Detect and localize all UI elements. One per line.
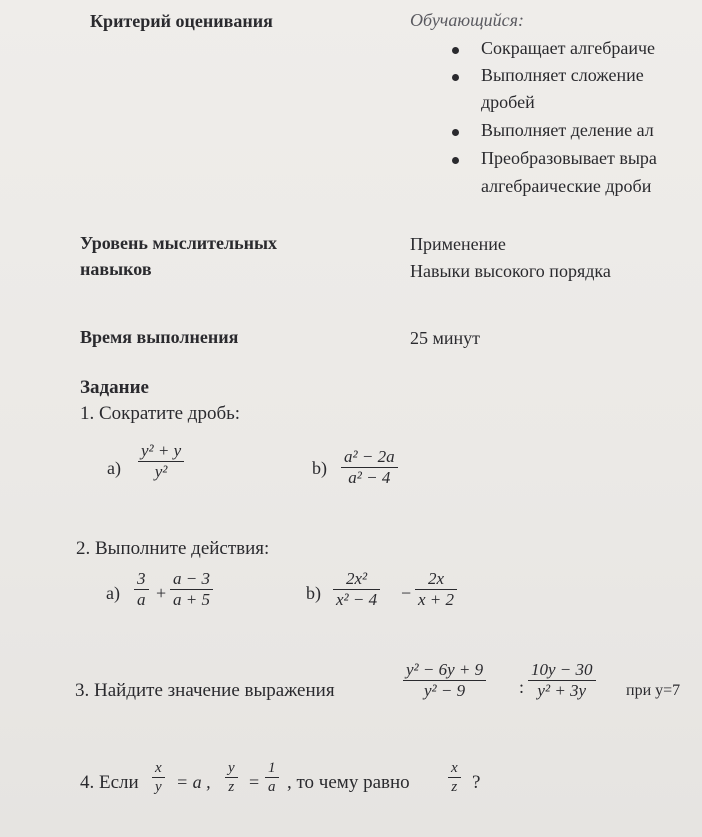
- bullet-icon: [452, 157, 459, 164]
- q2-b-f2-denominator: x + 2: [418, 590, 455, 609]
- question-3-text: 3. Найдите значение выражения: [75, 680, 335, 701]
- q4-f1-denominator: y: [155, 779, 162, 795]
- q3-fraction-1: [403, 660, 486, 701]
- q4-fraction-1: [152, 759, 165, 796]
- q1-a-label: a): [107, 458, 121, 478]
- q4-fraction-2: [225, 759, 238, 796]
- q2-a-f1-numerator: 3: [137, 569, 146, 588]
- q4-eq1: = a ,: [176, 772, 211, 792]
- q1-a-numerator: y² + y: [141, 441, 182, 460]
- criteria-bullet-4-cont: алгебраические дроби: [481, 176, 652, 196]
- learner-label: Обучающийся:: [410, 10, 525, 30]
- q3-tail: при y=7: [626, 682, 681, 699]
- q2-a-f2-denominator: a + 5: [173, 590, 210, 609]
- q4-f2-numerator: y: [228, 760, 235, 776]
- q4-f2-denominator: z: [228, 779, 235, 795]
- q2-b-operator: −: [401, 583, 412, 603]
- time-value: 25 минут: [410, 328, 481, 348]
- q4-f3-denominator: a: [268, 779, 276, 795]
- skills-value-line2: Навыки высокого порядка: [410, 261, 611, 281]
- q3-operator: :: [519, 677, 525, 697]
- q4-f4-numerator: x: [451, 760, 458, 776]
- q3-f2-numerator: 10y − 30: [531, 660, 593, 679]
- q2-a-fraction-1: [134, 569, 149, 610]
- q2-b-f2-numerator: 2x: [427, 569, 445, 588]
- q4-eq2: =: [249, 772, 260, 792]
- q1-b-numerator: a² − 2a: [344, 447, 395, 466]
- q2-a-f2-numerator: a − 3: [173, 569, 210, 588]
- criteria-bullet-1: Сокращает алгебраиче: [481, 38, 656, 58]
- bullet-icon: [452, 74, 459, 81]
- q4-f4-denominator: z: [451, 779, 458, 795]
- task-heading: Задание: [80, 377, 149, 398]
- bullet-icon: [452, 129, 459, 136]
- skills-value-line1: Применение: [410, 234, 506, 254]
- criteria-bullet-3: Выполняет деление ал: [481, 120, 654, 140]
- q2-b-label: b): [306, 583, 321, 603]
- q1-b-fraction: [341, 447, 398, 488]
- question-4-text-start: 4. Если: [80, 772, 139, 793]
- time-label: Время выполнения: [80, 327, 239, 347]
- q2-b-f1-denominator: x² − 4: [336, 590, 378, 609]
- q1-a-fraction: [138, 441, 184, 482]
- q1-a-denominator: y²: [154, 462, 168, 481]
- q4-fraction-4: [448, 759, 461, 796]
- criteria-bullet-2: Выполняет сложение: [481, 65, 644, 85]
- q1-b-denominator: a² − 4: [348, 468, 391, 487]
- skills-label-line2: навыков: [80, 259, 152, 279]
- criteria-bullet-2-cont: дробей: [481, 92, 535, 112]
- q4-f3-numerator: 1: [268, 760, 276, 776]
- q3-f1-numerator: y² − 6y + 9: [406, 660, 484, 679]
- q2-a-fraction-2: [170, 569, 213, 610]
- q3-f1-denominator: y² − 9: [424, 681, 466, 700]
- q2-a-label: a): [106, 583, 120, 603]
- question-4-text-end: ?: [472, 772, 481, 793]
- bullet-icon: [452, 47, 459, 54]
- q4-fraction-3: [265, 759, 279, 796]
- criteria-bullet-4: Преобразовывает выра: [481, 148, 657, 168]
- q2-b-f1-numerator: 2x²: [345, 569, 368, 588]
- question-1-text: 1. Сократите дробь:: [80, 403, 241, 424]
- question-4-text-mid: , то чему равно: [287, 772, 410, 793]
- q2-b-fraction-2: [415, 569, 457, 610]
- skills-label-line1: Уровень мыслительных: [80, 233, 278, 253]
- question-2-text: 2. Выполните действия:: [76, 538, 270, 559]
- q4-f1-numerator: x: [155, 760, 162, 776]
- q2-b-fraction-1: [333, 569, 380, 610]
- q3-fraction-2: [528, 660, 596, 701]
- q1-b-label: b): [312, 458, 327, 478]
- criteria-label: Критерий оценивания: [90, 11, 273, 31]
- q2-a-operator: +: [156, 583, 167, 603]
- q3-f2-denominator: y² + 3y: [537, 681, 587, 700]
- q2-a-f1-denominator: a: [137, 590, 146, 609]
